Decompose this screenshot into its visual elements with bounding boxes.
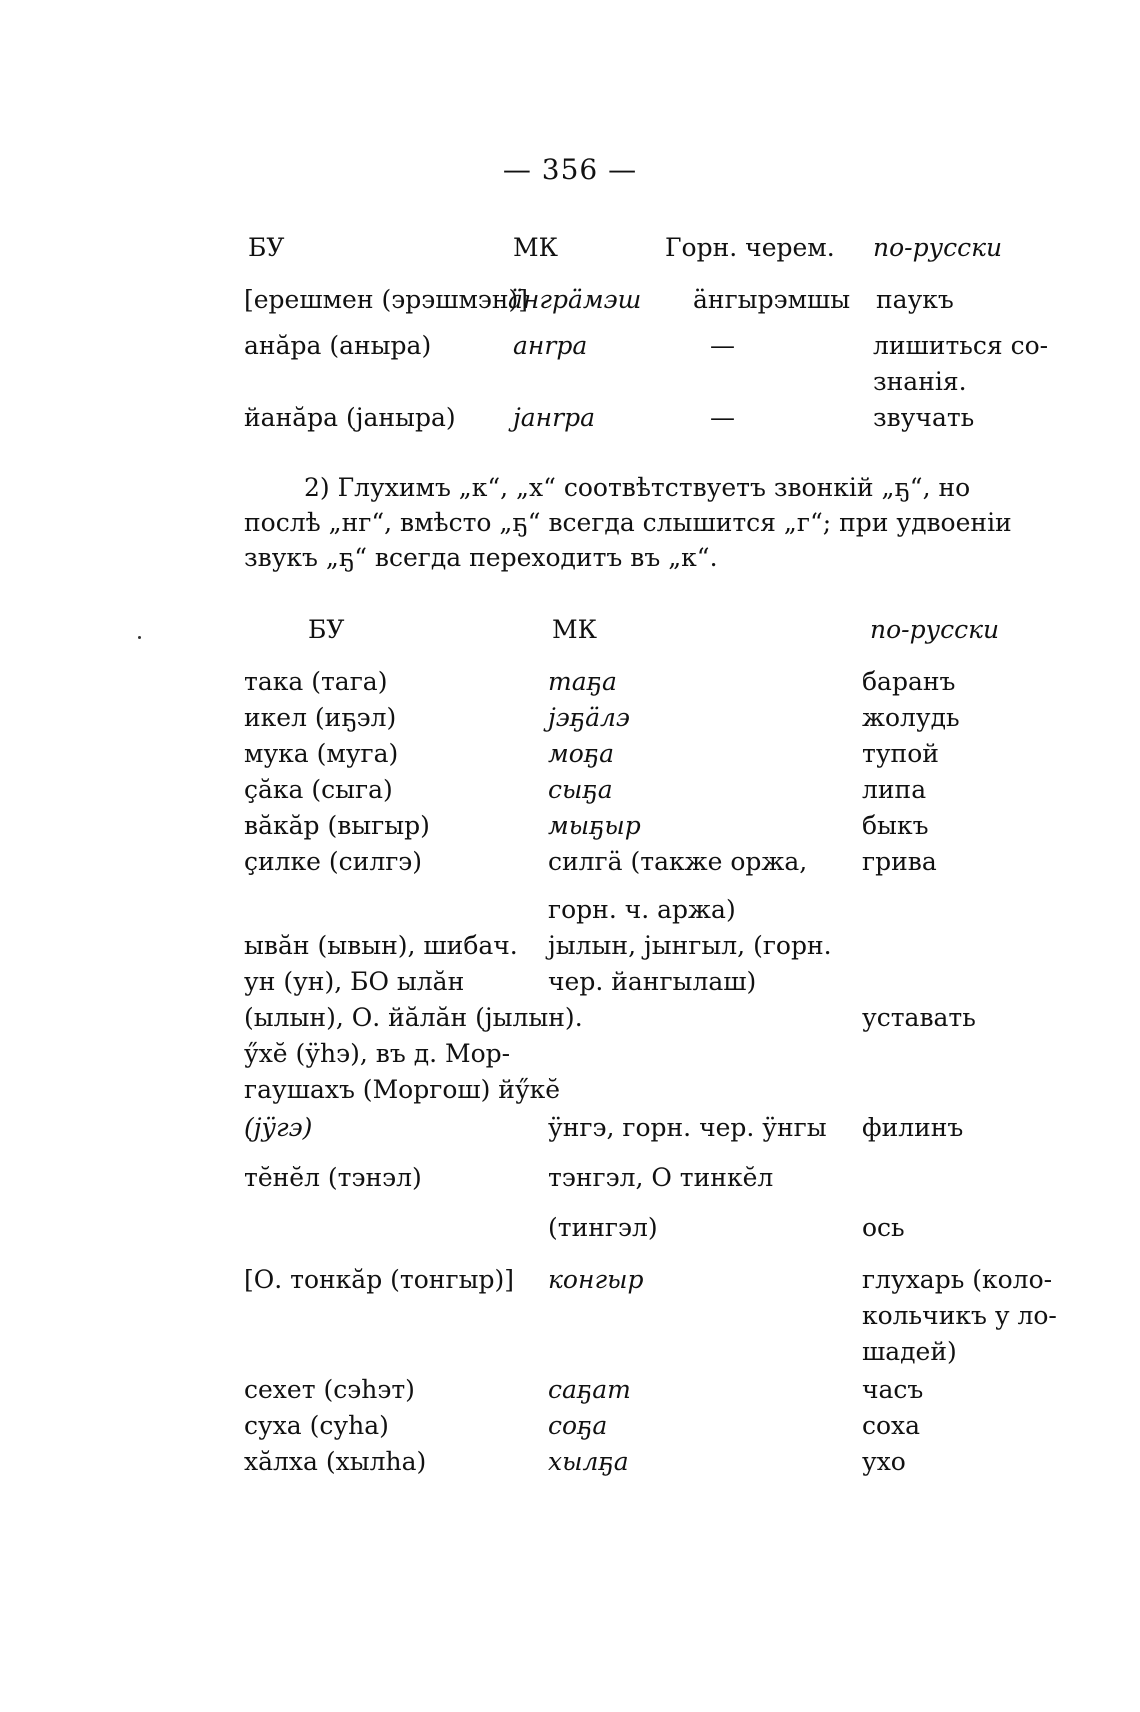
page-number: — 356 — [502,153,638,186]
table2-cell-rus: шадей) [862,1337,957,1366]
table1-cell-gorn: — [710,331,735,360]
table1-cell-mk: јанrра [513,403,595,432]
table2-cell-bu: икел (иҕэл) [244,703,397,732]
table2-cell-rus: баранъ [862,667,956,696]
table2-cell-bu: мука (муга) [244,739,399,768]
table2-cell-rus: глухарь (коло- [862,1265,1053,1294]
table2-cell-bu: (јӱгэ) [244,1113,313,1142]
table2-cell-mk: јэҕäлэ [548,703,630,732]
table2-cell-mk: силгä (также оржа, [548,847,808,876]
table2-cell-bu: [О. тонкăр (тонгыр)] [244,1265,514,1294]
table2-header-mk: МК [552,615,597,644]
table2-cell-bu: çăка (сыга) [244,775,393,804]
table2-cell-bu: хăлха (хылhа) [244,1447,427,1476]
table2-cell-rus: часъ [862,1375,924,1404]
table2-cell-rus: ось [862,1213,905,1242]
table2-cell-mk: (тингэл) [548,1213,658,1242]
table2-cell-rus: быкъ [862,811,929,840]
table2-cell-mk: соҕа [548,1411,608,1440]
table1-cell-bu: [ерешмен (эрэшмэн)] [244,285,529,314]
table2-cell-rus: липа [862,775,927,804]
table2-cell-rus: кольчикъ у ло- [862,1301,1057,1330]
paragraph-line: послѣ „нг“, вмѣсто „ҕ“ всегда слышится „г“; при удвоеніи [244,508,1012,537]
table2-cell-mk: хылҕа [548,1447,629,1476]
table2-cell-mk: таҕа [548,667,617,696]
table2-header-bu: БУ [308,615,345,644]
table1-header-gorn: Горн. черем. [665,233,835,262]
table1-cell-bu: йанăра (јаныра) [244,403,456,432]
table2-cell-bu: вăкăр (выгыр) [244,811,430,840]
table2-cell-mk: саҕат [548,1375,631,1404]
table2-cell-bu: çилке (силгэ) [244,847,423,876]
table2-cell-mk: тэнгэл, О тинкӗл [548,1163,774,1192]
table2-cell-mk: конгыр [548,1265,644,1294]
table1-cell-bu: анăра (аныра) [244,331,432,360]
table2-cell-mk: сыҕа [548,775,613,804]
table1-header-rus: по-русски [873,233,1003,262]
table2-cell-mk: горн. ч. аржа) [548,895,736,924]
table1-cell-rus: знанія. [873,367,967,396]
table1-cell-mk: анrра [513,331,588,360]
table2-cell-rus: ухо [862,1447,906,1476]
table2-cell-bu: сехет (сэhэт) [244,1375,415,1404]
table1-cell-rus: паукъ [876,285,954,314]
table2-cell-rus: соха [862,1411,921,1440]
paragraph [244,470,1066,575]
table2-cell-rus: грива [862,847,937,876]
table2-cell-mk: ӱнгэ, горн. чер. ӱнгы [548,1113,827,1142]
table2-cell-rus: жолудь [862,703,960,732]
table2-cell-bu: така (тага) [244,667,388,696]
table1-cell-rus: звучать [873,403,975,432]
table2-cell-mk: чер. йангылаш) [548,967,757,996]
table2-cell-mk: моҕа [548,739,615,768]
table1-cell-mk: äнгрäмэш [508,285,642,314]
stray-mark [138,636,141,639]
table1-cell-rus: лишиться со- [873,331,1049,360]
table2-cell-bu: гаушахъ (Моргош) йӳкӗ [244,1075,561,1104]
table2-cell-bu: (ылын), О. йăлăн (јылын). [244,1003,583,1032]
table2-cell-bu: ывăн (ывын), шибач. [244,931,518,960]
table1-cell-gorn: — [710,403,735,432]
table2-cell-bu: тӗнӗл (тэнэл) [244,1163,422,1192]
table2-cell-rus: уставать [862,1003,976,1032]
table2-cell-rus: филинъ [862,1113,964,1142]
paragraph-line: 2) Глухимъ „к“, „х“ соотвѣтствуетъ звонкій „ҕ“, но [304,473,971,502]
table2-cell-mk: мыҕыр [548,811,641,840]
table2-cell-bu: ун (ун), БО ылăн [244,967,465,996]
table2-header-rus: по-русски [870,615,1000,644]
table2-cell-bu: суха (суhа) [244,1411,389,1440]
table1-cell-gorn: äнгырэмшы [693,285,851,314]
paragraph-line: звукъ „ҕ“ всегда переходитъ въ „к“. [244,543,718,572]
table1-header-bu: БУ [248,233,285,262]
table2-cell-rus: тупой [862,739,939,768]
table1-header-mk: МК [513,233,558,262]
table2-cell-mk: јылын, јынгыл, (горн. [548,931,832,960]
table2-cell-bu: ӳхӗ (ӱhэ), въ д. Мор- [244,1039,511,1068]
